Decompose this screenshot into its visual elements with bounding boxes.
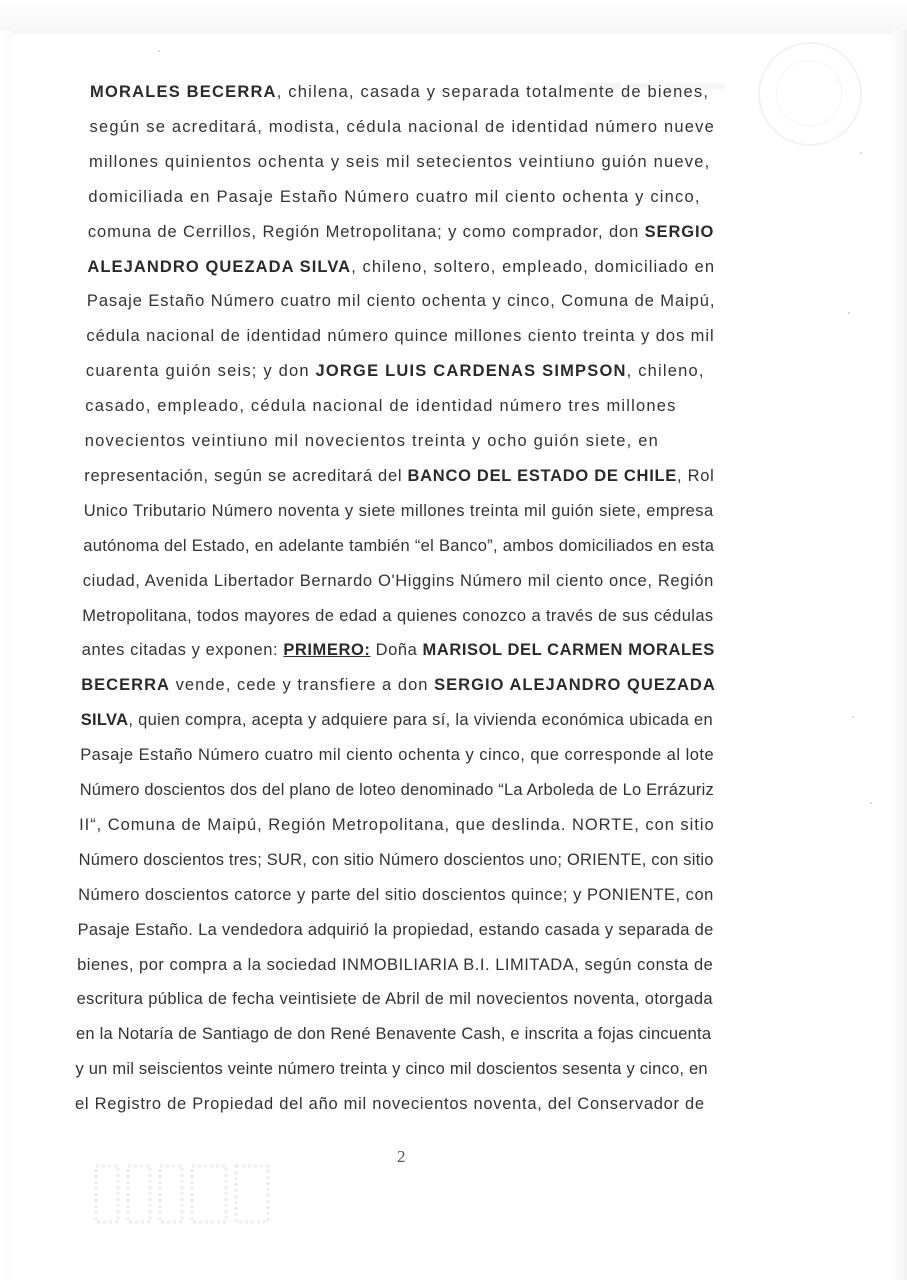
document-line (80, 745, 714, 765)
bold-text-segment: SERGIO (644, 222, 715, 241)
bold-text-segment: BECERRA (81, 676, 170, 695)
document-line (76, 1024, 711, 1044)
document-line (86, 326, 714, 346)
document-line (78, 885, 714, 905)
text-segment: II“, Comuna de Maipú, Región Metropolitana, que deslinda. NORTE, con sitio (79, 815, 715, 834)
bold-text-segment: SERGIO ALEJANDRO QUEZADA (434, 676, 716, 695)
text-segment: según se acreditará, modista, cédula nacional de identidad número nueve (89, 117, 715, 136)
text-segment: Unico Tributario Número noventa y siete millones treinta mil guión siete, empresa (83, 501, 714, 520)
text-segment: , chileno, (626, 362, 705, 381)
text-segment: , chilena, casada y separada totalmente de bienes, (276, 83, 710, 101)
text-segment: Doña (370, 641, 423, 660)
text-segment: antes citadas y exponen: (81, 641, 284, 660)
scan-speck (848, 312, 850, 314)
text-segment: casado, empleado, cédula nacional de identidad número tres millones (85, 397, 677, 416)
text-segment: domiciliada en Pasaje Estaño Número cuatro mil ciento ochenta y cinco, (88, 187, 701, 206)
document-line (86, 361, 705, 381)
text-segment: Metropolitana, todos mayores de edad a quienes conozco a través de sus cédulas (82, 606, 714, 625)
document-line (84, 501, 714, 521)
text-segment: Pasaje Estaño. La vendedora adquirió la propiedad, estando casada y separada de (77, 920, 714, 939)
document-line (87, 291, 715, 311)
text-segment: representación, según se acreditará del (84, 466, 408, 485)
document-line (87, 257, 715, 277)
page-number: 2 (397, 1147, 406, 1166)
document-line (88, 222, 714, 242)
text-segment: Número doscientos tres; SUR, con sitio Número doscientos uno; ORIENTE, con sitio (78, 850, 714, 869)
text-segment: autónoma del Estado, en adelante también “el Banco”, ambos domiciliados en esta (83, 536, 715, 555)
document-line (90, 117, 715, 137)
text-segment: en la Notaría de Santiago de don René Benavente Cash, e inscrita a fojas cincuenta (76, 1025, 712, 1044)
document-line (79, 815, 715, 835)
text-segment: cédula nacional de identidad número quince millones ciento treinta y dos mil (86, 327, 715, 346)
document-line (85, 396, 676, 416)
document-line (82, 640, 715, 660)
bold-text-segment: BANCO DEL ESTADO DE CHILE (407, 466, 678, 485)
document-line (90, 82, 709, 102)
document-line (84, 466, 714, 486)
document-line (76, 1059, 708, 1079)
text-segment: Pasaje Estaño Número cuatro mil ciento ochenta y cinco, que corresponde al lote (80, 746, 715, 765)
text-segment: , Rol (677, 466, 715, 485)
text-segment: cuarenta guión seis; y don (85, 362, 316, 381)
document-line (88, 187, 700, 207)
text-segment: Pasaje Estaño Número cuatro mil ciento ochenta y cinco, Comuna de Maipú, (86, 292, 716, 311)
underline (283, 641, 370, 659)
document-line (77, 955, 713, 975)
document-line (83, 571, 714, 591)
document-line (78, 920, 714, 940)
text-segment: comuna de Cerrillos, Región Metropolitana; y como comprador, don (87, 222, 645, 241)
document-line (75, 1094, 705, 1114)
document-line (81, 675, 716, 695)
bold-text-segment: MARISOL DEL CARMEN MORALES (422, 641, 715, 660)
document-line (81, 710, 713, 730)
text-segment: Número doscientos dos del plano de loteo denominado “La Arboleda de Lo Errázuriz (79, 781, 714, 799)
scan-speck (870, 802, 872, 804)
bold-text-segment: PRIMERO: (283, 641, 371, 660)
scan-speck (852, 716, 854, 718)
text-segment: y un mil seiscientos veinte número treinta y cinco mil doscientos sesenta y cinco, en (75, 1060, 708, 1079)
document-line (83, 536, 714, 556)
text-segment: escritura pública de fecha veintisiete de Abril de mil novecientos noventa, otorgada (76, 990, 713, 1009)
text-segment: vende, cede y transfiere a don (170, 676, 435, 695)
document-line (82, 606, 713, 626)
document-line (85, 431, 659, 451)
text-segment: bienes, por compra a la sociedad INMOBILIARIA B.I. LIMITADA, según consta de (77, 955, 714, 974)
bold-text-segment: JORGE LUIS CARDENAS SIMPSON (315, 362, 627, 381)
document-line (79, 850, 714, 870)
text-segment: el Registro de Propiedad del año mil novecientos noventa, del Conservador de (75, 1095, 705, 1114)
text-segment: , quien compra, acepta y adquiere para sí, la vivienda económica ubicada en (128, 711, 713, 730)
text-segment: , chileno, soltero, empleado, domiciliado en (351, 257, 716, 276)
bold-text-segment: SILVA (80, 711, 129, 730)
scan-speck (158, 50, 160, 52)
text-segment: Número doscientos catorce y parte del sitio doscientos quince; y PONIENTE, con (78, 885, 714, 904)
text-segment: novecientos veintiuno mil novecientos treinta y ocho guión siete, en (84, 432, 659, 450)
bold-text-segment: ALEJANDRO QUEZADA SILVA (87, 257, 352, 276)
text-segment: ciudad, Avenida Libertador Bernardo O'Higgins Número mil ciento once, Región (82, 571, 714, 590)
faded-bottom-stamp (92, 1160, 274, 1228)
document-line (77, 989, 713, 1009)
document-line (89, 152, 710, 172)
bold-text-segment: MORALES BECERRA (90, 83, 277, 101)
text-segment: millones quinientos ochenta y seis mil setecientos veintiuno guión nueve, (89, 152, 711, 171)
document-line (80, 780, 714, 800)
scan-speck (860, 152, 862, 154)
